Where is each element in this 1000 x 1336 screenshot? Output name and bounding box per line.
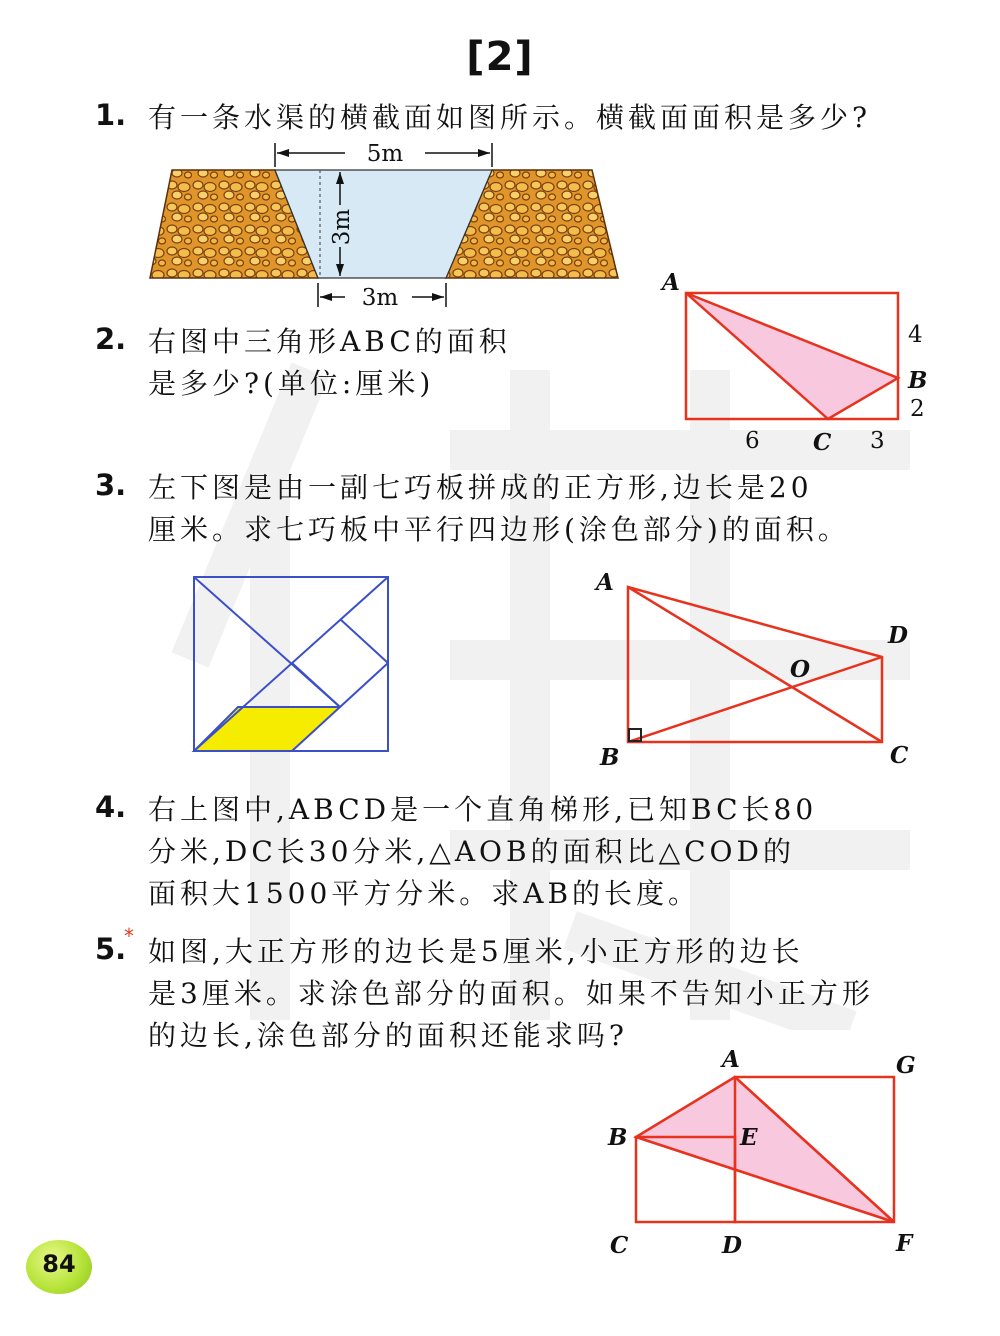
square-point-c-label: C: [610, 1232, 629, 1259]
problem-4-text-line-3: 面积大1500平方分米。求AB的长度。: [148, 877, 701, 910]
problem-4-text-line-1: 右上图中,ABCD是一个直角梯形,已知BC长80: [148, 793, 818, 826]
problem-3-number: 3.: [95, 468, 127, 502]
trapezoid-point-o-label: O: [790, 656, 811, 683]
point-c-label: C: [813, 429, 832, 456]
point-a-label: A: [662, 269, 680, 296]
point-b-label: B: [908, 367, 928, 394]
problem-1-number: 1.: [95, 98, 127, 132]
right-trapezoid-figure: [590, 565, 930, 780]
measure-4: 4: [908, 322, 923, 348]
problem-4-text-line-2: 分米,DC长30分米,△AOB的面积比△COD的: [148, 835, 795, 868]
problem-5-text-line-3: 的边长,涂色部分的面积还能求吗?: [148, 1019, 628, 1052]
measure-6: 6: [745, 428, 760, 454]
square-point-f-label: F: [896, 1230, 913, 1257]
triangle-abc: [686, 293, 898, 419]
section-title: [2]: [466, 34, 534, 80]
measure-2: 2: [910, 396, 925, 422]
canal-height-label: 3m: [329, 208, 355, 246]
trapezoid-point-a-label: A: [596, 569, 614, 596]
triangle-abc-figure: [660, 268, 950, 458]
square-point-b-label: B: [608, 1124, 628, 1151]
canal-top-width-label: 5m: [366, 141, 404, 167]
problem-5-text-line-2: 是3厘米。求涂色部分的面积。如果不告知小正方形: [148, 977, 874, 1010]
problem-2-text-line-1: 右图中三角形ABC的面积: [148, 325, 511, 358]
two-squares-figure: [600, 1045, 940, 1265]
challenge-star: *: [124, 924, 134, 948]
square-point-a-label: A: [722, 1046, 740, 1073]
square-point-e-label: E: [740, 1124, 758, 1151]
square-point-d-label: D: [722, 1232, 742, 1259]
canal-bottom-width-label: 3m: [361, 285, 399, 311]
problem-2-number: 2.: [95, 322, 127, 356]
problem-3-text-line-2: 厘米。求七巧板中平行四边形(涂色部分)的面积。: [148, 513, 850, 546]
page-number: 84: [42, 1250, 76, 1278]
tangram-figure: [190, 573, 392, 755]
canal-cross-section-figure: [140, 135, 640, 315]
problem-5-number: 5.: [95, 932, 127, 966]
problem-1-text: 有一条水渠的横截面如图所示。横截面面积是多少?: [148, 101, 872, 134]
trapezoid-point-b-label: B: [600, 744, 620, 771]
square-point-g-label: G: [896, 1052, 916, 1079]
parallelogram-shaded: [194, 707, 340, 751]
measure-3: 3: [870, 428, 885, 454]
trapezoid-point-c-label: C: [890, 742, 909, 769]
problem-5-text-line-1: 如图,大正方形的边长是5厘米,小正方形的边长: [148, 935, 804, 968]
trapezoid-point-d-label: D: [888, 622, 908, 649]
problem-2-text-line-2: 是多少?(单位:厘米): [148, 367, 435, 400]
problem-3-text-line-1: 左下图是由一副七巧板拼成的正方形,边长是20: [148, 471, 813, 504]
problem-4-number: 4.: [95, 790, 127, 824]
